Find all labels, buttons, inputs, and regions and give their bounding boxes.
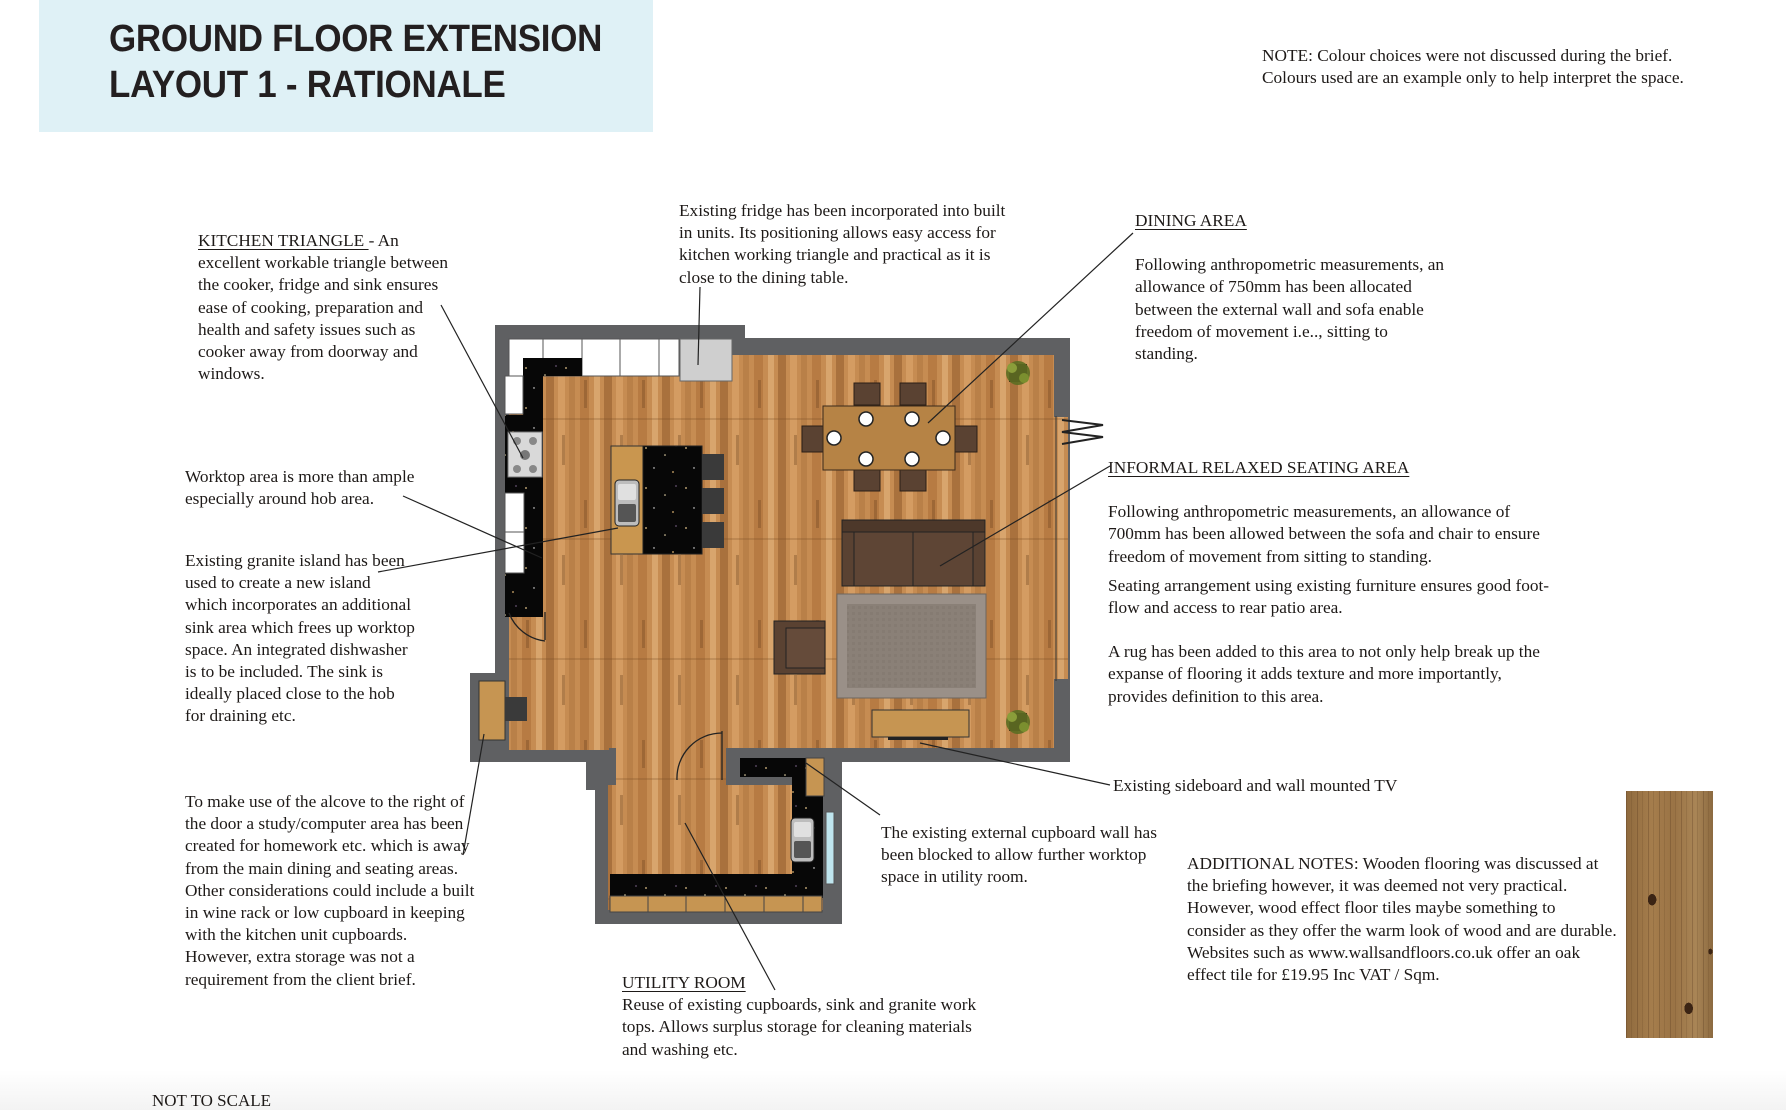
fridge-note: Existing fridge has been incorporated into built in units. Its positioning allows easy access for kitchen working triangle and practical as it is close to the dining table.: [679, 201, 1006, 287]
wood-tile-sample-image: [1626, 791, 1713, 1038]
kitchen-triangle-note: KITCHEN TRIANGLE - An excellent workable triangle between the cooker, fridge and sink ensures ease of cooking, preparation and health and safety issues such as cooker away from doorway and windows.: [198, 231, 448, 384]
title-line-2: LAYOUT 1 - RATIONALE: [109, 64, 506, 106]
island-note: Existing granite island has been used to create a new island which incorporates an additional sink area which frees up worktop space. An integrated dishwasher is to be included. The sink is ideally placed close to the hob for draining etc.: [185, 551, 415, 726]
plant-top: [1006, 361, 1030, 385]
sofa: [842, 520, 985, 586]
door-swings: [509, 612, 722, 780]
cupboard-wall-note: The existing external cupboard wall has been blocked to allow further worktop space in utility room.: [881, 823, 1157, 887]
patio-doors: [1062, 420, 1103, 444]
dining-area-note: DINING AREA Following anthropometric measurements, an allowance of 750mm has been allocated between the external wall and sofa enable freedom of movement i.e.., sitting to standing.: [1135, 211, 1445, 364]
kitchen-triangle-heading: KITCHEN TRIANGLE: [198, 231, 369, 250]
hob: [508, 432, 542, 477]
floor-main: [509, 355, 1054, 748]
plant-bottom: [1006, 710, 1030, 734]
dining-table: [802, 383, 977, 491]
utility-window: [826, 812, 834, 884]
kitchen-units: [505, 339, 732, 617]
study-note: To make use of the alcove to the right of the door a study/computer area has been created for homework etc. which is away from the main dining and seating areas. Other considerations could include a built in wine rack or low cupboard in keeping with the kitchen unit cupboards. However, extra storage was not a requirement from the client brief.: [185, 792, 475, 989]
dining-area-heading: DINING AREA: [1135, 211, 1247, 230]
title-banner: [39, 0, 653, 132]
worktop-note: Worktop area is more than ample especially around hob area.: [185, 467, 415, 509]
seating-area-note: INFORMAL RELAXED SEATING AREA Following anthropometric measurements, an allowance of 700mm has been allowed between the sofa and chair to ensure freedom of movement from sitting to standing. Seating arrangement using existing furniture ensures good foot-flow and access to rear patio area. A rug has been added to this area to not only help break up the expanse of flooring it adds texture and more importantly, provides definition to this area.: [1108, 457, 1558, 708]
scale-note: NOT TO SCALE: [152, 1091, 272, 1110]
page-title: [109, 16, 602, 108]
utility-room: [608, 758, 834, 912]
sideboard: [872, 710, 969, 737]
study-desk: [479, 681, 505, 740]
colour-note: NOTE: Colour choices were not discussed during the brief. Colours used are an example only to help interpret the space.: [1262, 46, 1684, 88]
title-line-1: GROUND FLOOR EXTENSION: [109, 18, 603, 60]
utility-room-heading: UTILITY ROOM: [622, 973, 746, 992]
island-sink: [615, 480, 639, 526]
rug: [837, 594, 986, 698]
utility-room-note: UTILITY ROOM Reuse of existing cupboards, sink and granite work tops. Allows surplus storage for cleaning materials and washing etc.: [622, 972, 982, 1061]
wall-mounted-tv: [888, 737, 948, 740]
fridge: [680, 339, 732, 381]
additional-notes: ADDITIONAL NOTES: Wooden flooring was discussed at the briefing however, it was deemed not very practical. However, wood effect floor tiles maybe something to consider as they offer the warm look of wood and are durable. Websites such as www.wallsandfloors.co.uk offer an oak effect tile for £19.95 Inc VAT / Sqm.: [1187, 854, 1617, 985]
study-chair: [505, 697, 527, 721]
kitchen-island: [611, 446, 724, 554]
seating-area-heading: INFORMAL RELAXED SEATING AREA: [1108, 458, 1410, 477]
armchair: [774, 621, 825, 674]
utility-sink: [791, 818, 814, 862]
sideboard-note: Existing sideboard and wall mounted TV: [1113, 776, 1398, 795]
